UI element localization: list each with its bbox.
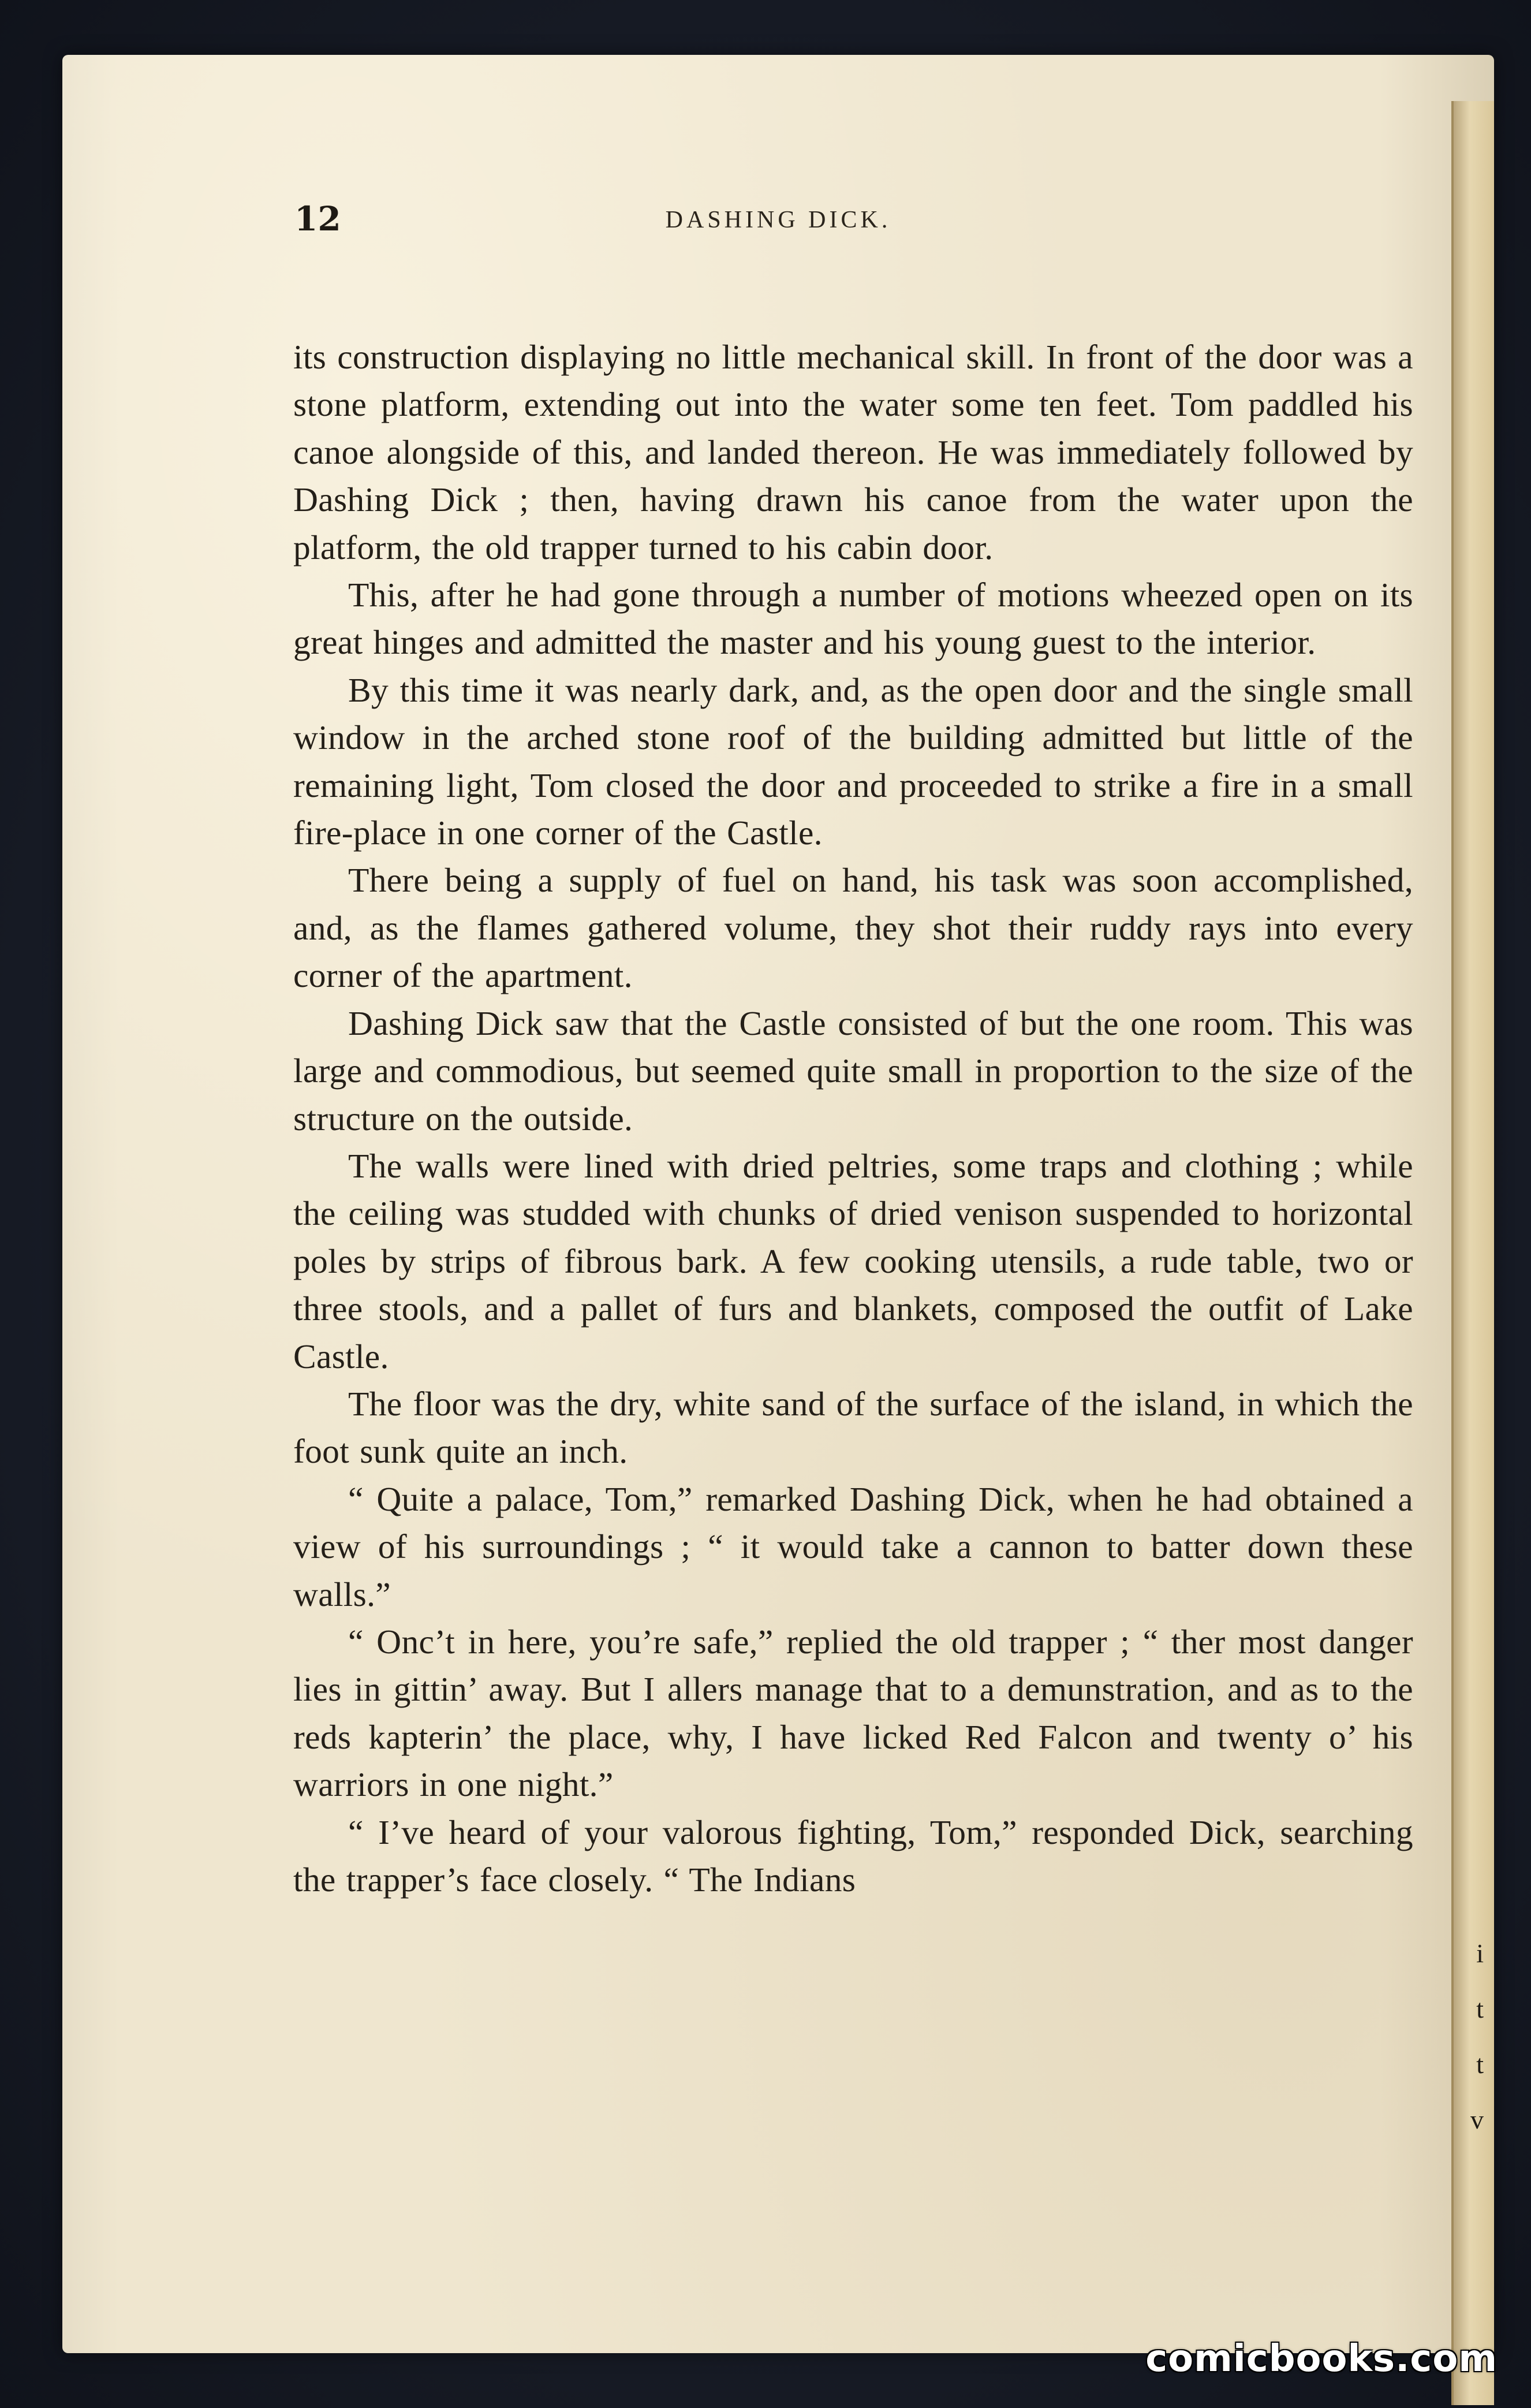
paragraph: The walls were lined with dried peltries, some traps and clothing ; while the ceiling was studded with chunks of dried venison suspended to horizontal poles by strips of fibrous bark. A few cooking utensils, a rude table, two or three stools, and a pallet of furs and blankets, composed the outfit of Lake Castle. — [293, 1146, 1413, 1376]
adjacent-page-letters — [1470, 1926, 1484, 2148]
paragraph: “ Quite a palace, Tom,” remarked Dashing Dick, when he had obtained a view of his surroundings ; “ it would take a cannon to batter down these walls.” — [293, 1479, 1413, 1613]
paragraph: “ I’ve heard of your valorous fighting, Tom,” responded Dick, searching the trapper’s face closely. “ The Indians — [293, 1813, 1413, 1899]
paragraph: There being a supply of fuel on hand, his task was soon accomplished, and, as the flames gathered volume, they shot their ruddy rays into every corner of the apartment. — [293, 861, 1413, 995]
body-text — [293, 333, 1413, 1903]
paragraph: By this time it was nearly dark, and, as the open door and the single small window in the arched stone roof of the building admitted but little of the remaining light, Tom closed the door and proceeded to strike a fire in a small fire-place in one corner of the Castle. — [293, 670, 1413, 852]
page-number: 12 — [294, 199, 341, 238]
edge-letter: i — [1476, 1939, 1484, 1968]
paragraph: “ Onc’t in here, you’re safe,” replied the old trapper ; “ ther most danger lies in gittin’ away. But I allers manage that to a demunstration, and as to the reds kapterin’ the place, why, I have licked Red Falcon and twenty o’ his warriors in one night.” — [293, 1622, 1413, 1804]
running-head: DASHING DICK. — [665, 207, 891, 233]
paragraph: The floor was the dry, white sand of the surface of the island, in which the foot sunk quite an inch. — [293, 1384, 1413, 1471]
edge-letter: t — [1476, 1994, 1484, 2023]
edge-letter: t — [1476, 2049, 1484, 2079]
paragraph: its construction displaying no little mechanical skill. In front of the door was a stone platform, extending out into the water some ten feet. Tom paddled his canoe alongside of this, and landed thereon. He was immediately followed by Dashing Dick ; then, having drawn his canoe from the water upon the platform, the old trapper turned to his cabin door. — [293, 338, 1413, 566]
paragraph: Dashing Dick saw that the Castle consisted of but the one room. This was large and commodious, but seemed quite small in proportion to the size of the structure on the outside. — [293, 1004, 1413, 1138]
edge-letter: v — [1470, 2105, 1484, 2134]
paragraph: This, after he had gone through a number of motions wheezed open on its great hinges and admitted the master and his young guest to the interior. — [293, 576, 1413, 662]
adjacent-page-edge — [1451, 101, 1494, 2405]
book-page — [62, 55, 1494, 2353]
watermark: comicbooks.com — [1145, 2338, 1498, 2380]
page-header — [62, 199, 1494, 269]
